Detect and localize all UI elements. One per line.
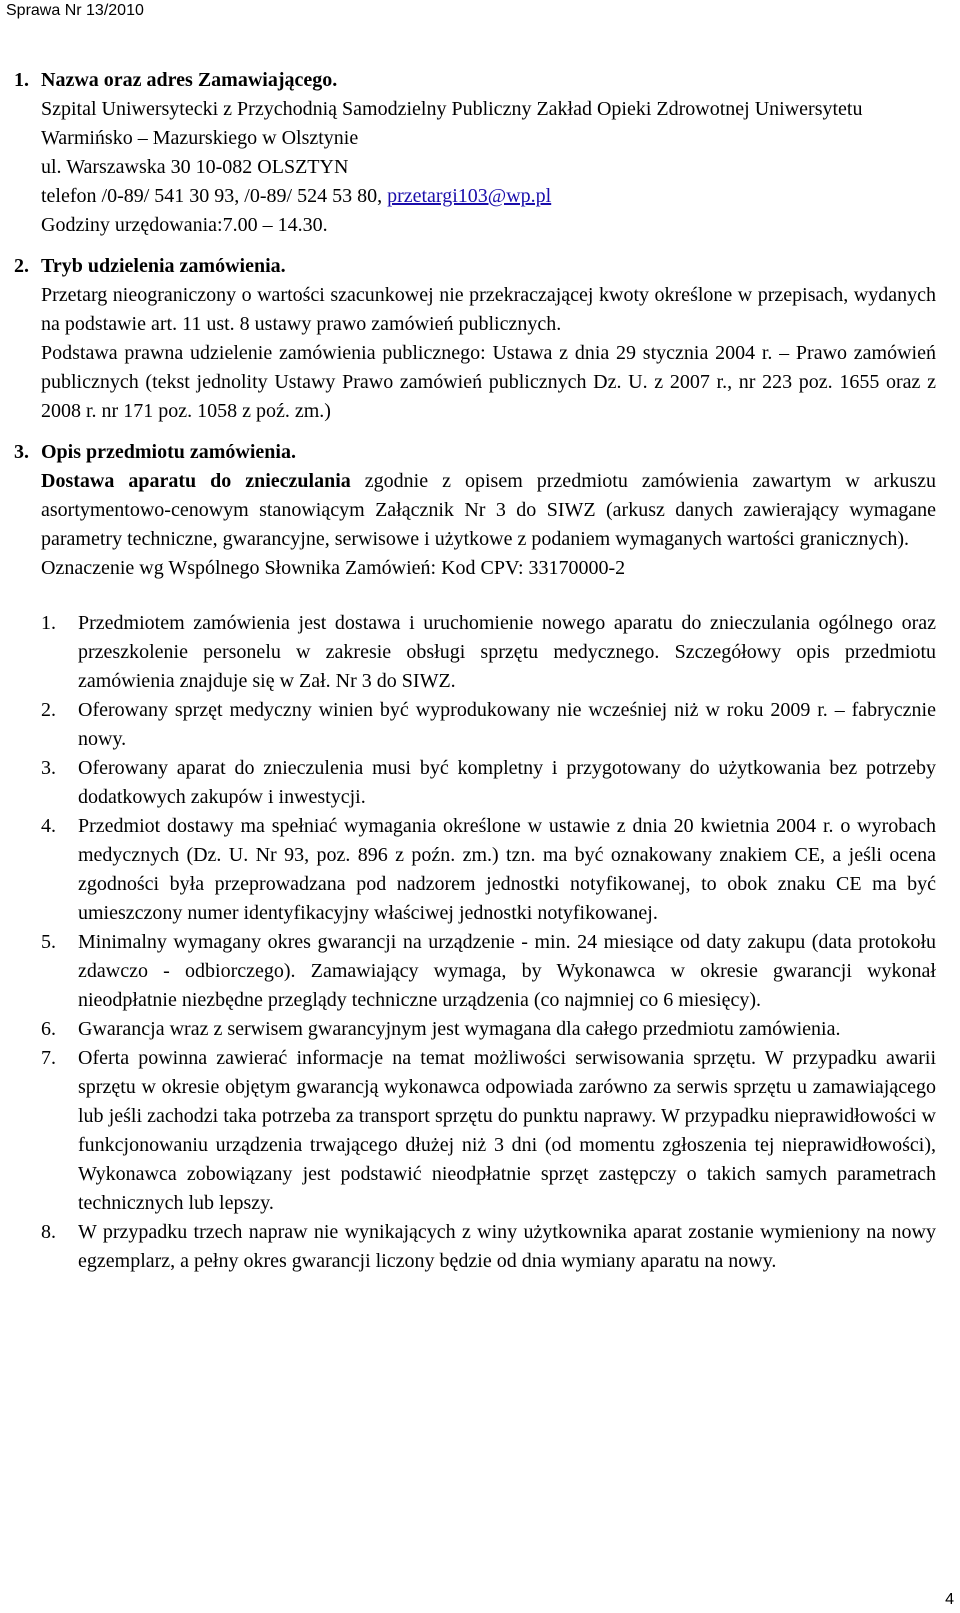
item-number: 1. [41, 612, 56, 634]
item-number: 3. [41, 757, 56, 779]
item-text: Oferowany sprzęt medyczny winien być wyprodukowany nie wcześniej niż w roku 2009 r. – fabrycznie nowy. [78, 699, 936, 750]
section-1-title [14, 66, 936, 95]
item-text: Gwarancja wraz z serwisem gwarancyjnym jest wymagana dla całego przedmiotu zamówienia. [78, 1018, 841, 1040]
section-3-title-text: Opis przedmiotu zamówienia. [41, 441, 296, 463]
item-number: 8. [41, 1221, 56, 1243]
list-item [41, 1218, 936, 1276]
list-item [41, 609, 936, 696]
section-1-title-text: Nazwa oraz adres Zamawiającego. [41, 69, 338, 91]
email-link[interactable]: przetargi103@wp.pl [387, 185, 552, 207]
section-2-body [14, 281, 936, 426]
legal-basis: Podstawa prawna udzielenie zamówienia publicznego: Ustawa z dnia 29 stycznia 2004 r. – Prawo zamówień publicznych (tekst jednolity Ustawy Prawo zamówień publicznych Dz. U. z 2007 r., nr 223 poz. 1655 oraz z 2008 r. nr 171 poz. 1058 z poź. zm.) [41, 342, 936, 422]
section-1-number: 1. [14, 69, 29, 91]
section-3-number: 3. [14, 441, 29, 463]
phone-numbers: telefon /0-89/ 541 30 93, /0-89/ 524 53 80, [41, 185, 388, 207]
item-text: Oferowany aparat do znieczulenia musi być kompletny i przygotowany do użytkowania bez potrzeby dodatkowych zakupów i inwestycji. [78, 757, 936, 808]
item-text: Przedmiot dostawy ma spełniać wymagania określone w ustawie z dnia 20 kwietnia 2004 r. o wyrobach medycznych (Dz. U. Nr 93, poz. 896 z poźn. zm.) tzn. ma być oznakowany znakiem CE, a jeśli ocena zgodności była przeprowadzana pod nadzorem jednostki notyfikowanej, to obok znaku CE ma być umieszczony numer identyfikacyjny właściwej jednostki notyfikowanej. [78, 815, 936, 924]
list-item [41, 754, 936, 812]
list-item [41, 928, 936, 1015]
list-item [41, 1044, 936, 1218]
section-2-title-text: Tryb udzielenia zamówienia. [41, 255, 286, 277]
document-header: Sprawa Nr 13/2010 [6, 2, 144, 19]
item-text: Minimalny wymagany okres gwarancji na urządzenie - min. 24 miesiące od daty zakupu (data protokołu zdawczo - odbiorczego). Zamawiający wymaga, by Wykonawca w okresie gwarancji wykonał nieodpłatnie niezbędne przeglądy techniczne urządzenia (co najmniej co 6 miesięcy). [78, 931, 936, 1011]
item-number: 6. [41, 1018, 56, 1040]
cpv-code: Oznaczenie wg Wspólnego Słownika Zamówień: Kod CPV: 33170000-2 [41, 557, 626, 579]
section-3-title [14, 438, 936, 467]
subject-details: zgodnie z opisem przedmiotu zamówienia zawartym w arkuszu asortymentowo-cenowym stanowiącym Załącznik Nr 3 do SIWZ (arkusz danych zawierający wymagane parametry techniczne, gwarancyjne, serwisowe i użytkowe z podaniem wymaganych wartości granicznych). [41, 470, 936, 550]
item-text: Oferta powinna zawierać informacje na temat możliwości serwisowania sprzętu. W przypadku awarii sprzętu w okresie objętym gwarancją wykonawca odpowiada zarówno za serwis sprzętu u zamawiającego lub jeśli zachodzi taka potrzeba za transport sprzętu do punktu naprawy. W przypadku nieprawidłowości w funkcjonowaniu urządzenia trwającego dłużej niż 3 dni (od momentu zgłoszenia tej nieprawidłowości), Wykonawca zobowiązany jest podstawić nieodpłatnie sprzęt zastępczy o takich samych parametrach technicznych lub lepszy. [78, 1047, 936, 1214]
institution-contact [41, 182, 936, 211]
item-number: 5. [41, 931, 56, 953]
procedure-description: Przetarg nieograniczony o wartości szacunkowej nie przekraczającej kwoty określone w przepisach, wydanych na podstawie art. 11 ust. 8 ustawy prawo zamówień publicznych. [41, 284, 936, 335]
section-1-body [14, 95, 936, 240]
list-item [41, 696, 936, 754]
list-item [41, 812, 936, 928]
office-hours: Godziny urzędowania:7.00 – 14.30. [41, 214, 328, 236]
institution-address: ul. Warszawska 30 10-082 OLSZTYN [41, 156, 349, 178]
subject-lead: Dostawa aparatu do znieczulania [41, 470, 351, 492]
item-text: W przypadku trzech napraw nie wynikających z winy użytkownika aparat zostanie wymieniony na nowy egzemplarz, a pełny okres gwarancji liczony będzie od dnia wymiany aparatu na nowy. [78, 1221, 936, 1272]
document-body [14, 66, 936, 1276]
page-number: 4 [945, 1591, 954, 1608]
item-number: 2. [41, 699, 56, 721]
item-text: Przedmiotem zamówienia jest dostawa i uruchomienie nowego aparatu do znieczulania ogólnego oraz przeszkolenie personelu w zakresie obsługi sprzętu medycznego. Szczegółowy opis przedmiotu zamówienia znajduje się w Zał. Nr 3 do SIWZ. [78, 612, 936, 692]
section-2-number: 2. [14, 255, 29, 277]
item-number: 4. [41, 815, 56, 837]
subject-description [41, 467, 936, 554]
section-3-body [14, 467, 936, 583]
institution-name: Szpital Uniwersytecki z Przychodnią Samodzielny Publiczny Zakład Opieki Zdrowotnej Uniwersytetu Warmińsko – Mazurskiego w Olsztynie [41, 98, 863, 149]
list-item [41, 1015, 936, 1044]
section-2-title [14, 252, 936, 281]
requirements-list [14, 609, 936, 1276]
item-number: 7. [41, 1047, 56, 1069]
